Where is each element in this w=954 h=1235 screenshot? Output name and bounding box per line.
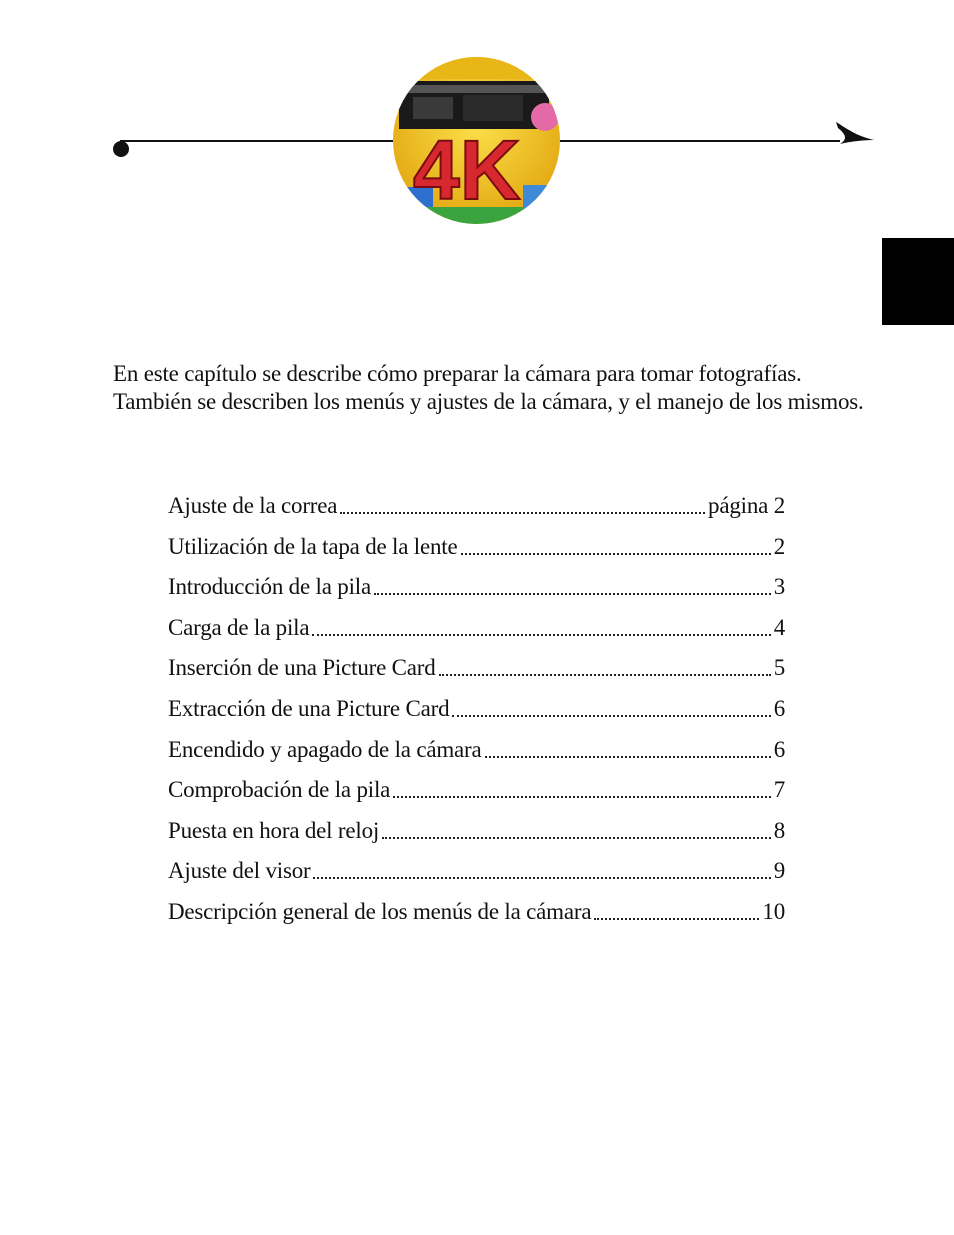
toc-entry-title: Utilización de la tapa de la lente — [168, 533, 458, 559]
toc-entry-title: Ajuste del visor — [168, 858, 311, 884]
toc-entry-title: Carga de la pila — [168, 614, 310, 640]
toc-dot-leader — [439, 654, 771, 676]
toc-entry-title: Ajuste de la correa — [168, 493, 338, 518]
toc-entry-page: 3 — [773, 574, 785, 600]
table-of-contents — [168, 486, 785, 933]
toc-entry-title: Comprobación de la pila — [168, 777, 391, 803]
toc-dot-leader — [452, 695, 770, 717]
toc-entry-title: Inserción de una Picture Card — [168, 655, 436, 681]
toc-dot-leader — [312, 614, 770, 636]
toc-entry-page: 2 — [773, 533, 785, 559]
toc-entry[interactable] — [168, 730, 785, 771]
toc-entry[interactable] — [168, 811, 785, 852]
toc-dot-leader — [485, 736, 771, 758]
toc-entry[interactable] — [168, 770, 785, 811]
toc-entry-title: Encendido y apagado de la cámara — [168, 736, 482, 762]
toc-entry-page: 7 — [773, 777, 785, 803]
toc-entry-page: 4 — [773, 614, 785, 640]
toc-entry-page: 9 — [773, 858, 785, 884]
chapter-tab — [882, 238, 954, 325]
toc-entry[interactable] — [168, 851, 785, 892]
toc-entry[interactable] — [168, 527, 785, 568]
photo-lettering: 4K — [413, 123, 521, 217]
toc-entry-page: 8 — [773, 817, 785, 843]
toc-dot-leader — [340, 492, 705, 514]
toc-entry-title: Introducción de la pila — [168, 574, 371, 600]
toc-dot-leader — [382, 817, 771, 839]
intro-paragraph: En este capítulo se describe cómo preparar la cámara para tomar fotografías. También se describen los menús y ajustes de la cámara, y el manejo de los mismos. — [113, 361, 864, 414]
toc-entry-page: 10 — [762, 898, 785, 924]
toc-entry-page: 5 — [773, 655, 785, 681]
bullet-dot-icon — [113, 141, 129, 157]
toc-entry-page: 6 — [773, 736, 785, 762]
toc-entry[interactable] — [168, 892, 785, 933]
arrowhead-right-icon — [832, 120, 876, 146]
toc-entry[interactable] — [168, 648, 785, 689]
toc-entry-title: Descripción general de los menús de la cámara — [168, 898, 592, 924]
toc-dot-leader — [313, 857, 770, 879]
toc-dot-leader — [374, 573, 771, 595]
toc-entry[interactable] — [168, 486, 785, 527]
toc-dot-leader — [594, 898, 759, 920]
toc-dot-leader — [393, 776, 771, 798]
toc-entry[interactable] — [168, 608, 785, 649]
toc-dot-leader — [461, 533, 771, 555]
toc-entry-page: 6 — [773, 695, 785, 721]
race-car-photo-icon — [393, 57, 560, 224]
toc-entry-page: página 2 — [708, 493, 785, 518]
toc-entry[interactable] — [168, 567, 785, 608]
toc-entry[interactable] — [168, 689, 785, 730]
toc-entry-title: Puesta en hora del reloj — [168, 817, 380, 843]
toc-entry-title: Extracción de una Picture Card — [168, 695, 450, 721]
